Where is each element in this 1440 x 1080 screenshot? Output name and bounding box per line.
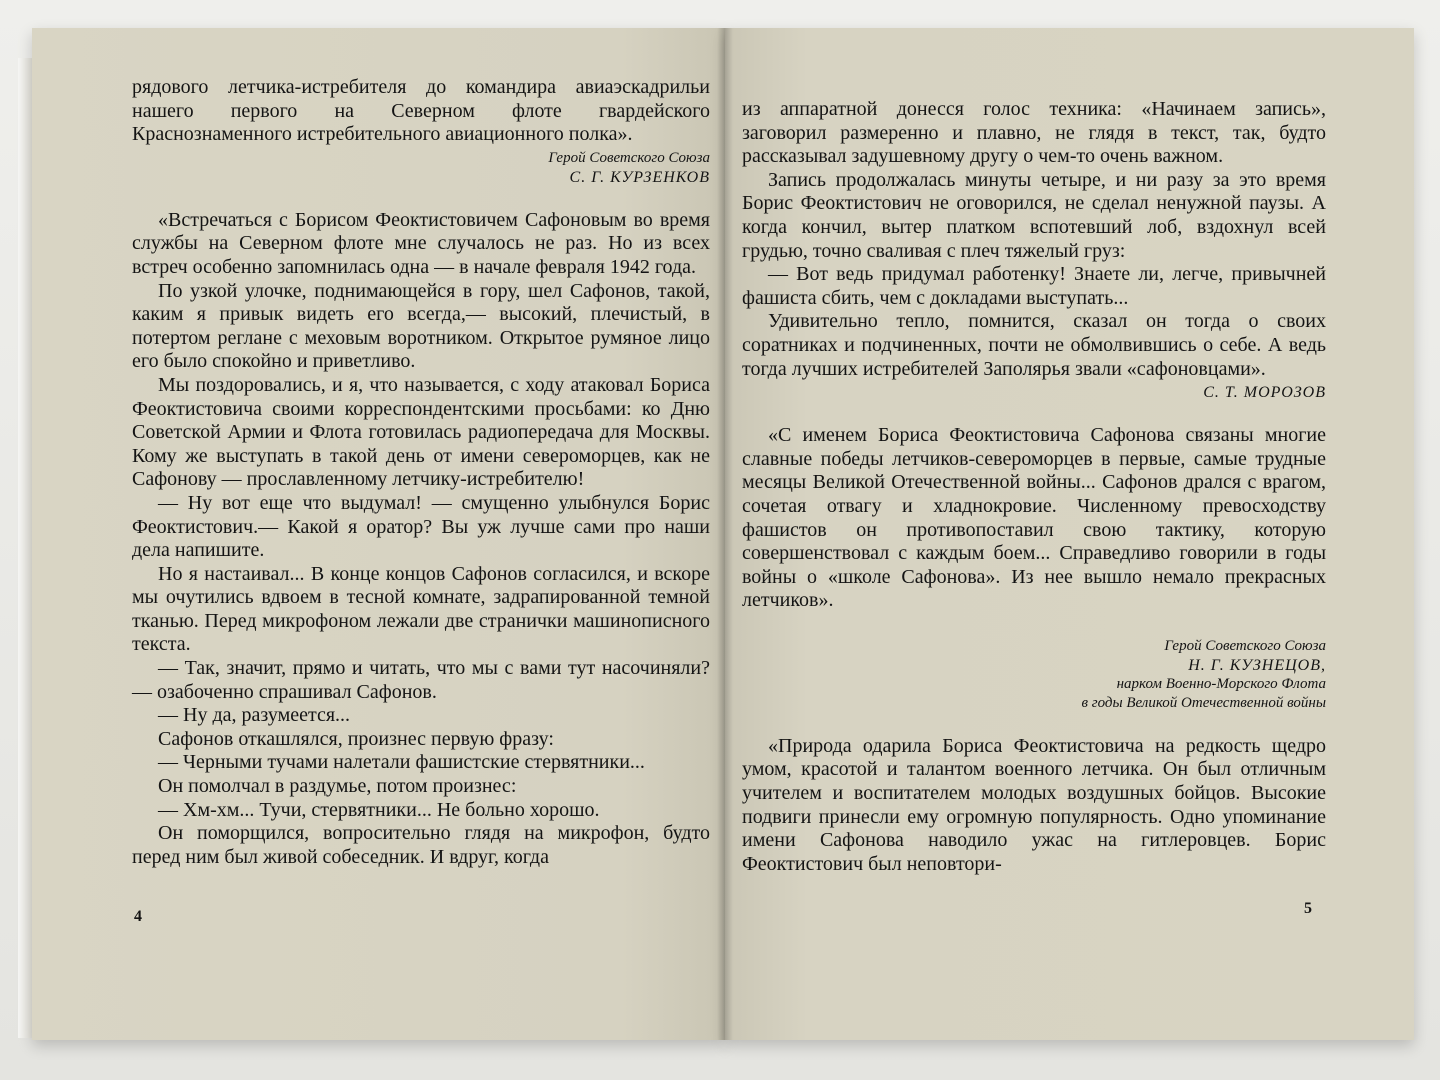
signature-morozov [742,383,1326,402]
paragraph: Удивительно тепло, помнится, сказал он тогда о своих соратниках и подчиненных, почти не обмолвившись о себе. А ведь тогда лучших истребителей Заполярья звали «сафоновцами». [742,310,1326,380]
section-gap [742,402,1326,424]
page-number-left: 4 [134,908,142,925]
paragraph: рядового летчика-истребителя до командира авиаэскадрильи нашего первого на Северном флоте гвардейского Краснознаменного истребительного авиационного полка». [132,76,710,146]
paragraph: — Вот ведь придумал работенку! Знаете ли, легче, привычней фашиста сбить, чем с докладами выступать... [742,263,1326,309]
signature-position: в годы Великой Отечественной войны [1081,694,1326,711]
signature-position: нарком Военно-Морского Флота [1116,675,1326,692]
paragraph: Он помолчал в раздумье, потом произнес: [158,775,517,798]
right-page-text [742,98,1326,876]
section-gap [742,613,1326,635]
paragraph: Сафонов откашлялся, произнес первую фразу: [158,727,554,750]
paragraph: Но я настаивал... В конце концов Сафонов согласился, и вскоре мы очутились вдвоем в тесной комнате, задрапированной темной тканью. Перед микрофоном лежали две странички машинописного текста. [132,562,710,656]
paragraph: — Хм-хм... Тучи, стервятники... Не больно хорошо. [158,798,600,821]
paragraph: — Так, значит, прямо и читать, что мы с вами тут насочиняли? — озабоченно спрашивал Сафонов. [132,657,710,703]
paragraph: — Черными тучами налетали фашистские стервятники... [158,751,645,774]
paragraph: — Ну вот еще что выдумал! — смущенно улыбнулся Борис Феоктистович.— Какой я оратор? Вы уж лучше сами про наши дела напишите. [132,491,710,562]
paragraph: Мы поздоровались, и я, что называется, с ходу атаковал Бориса Феоктистовича своими корреспондентскими просьбами: ко Дню Советской Армии и Флота готовилась радиопередача для Москвы. Кому же выступать в такой день от имени североморцев, как не Сафонову — прославленному летчику-истребителю! [132,373,710,491]
signature-name: С. Г. КУРЗЕНКОВ [569,168,710,186]
left-page-text [132,76,710,869]
section-gap [132,187,710,209]
signature-title: Герой Советского Союза [1164,637,1326,654]
right-page [725,28,1414,1040]
left-page [32,28,725,1040]
signature-name: Н. Г. КУЗНЕЦОВ, [1188,656,1326,674]
signature-title: Герой Советского Союза [548,149,710,166]
paragraph: «С именем Бориса Феоктистовича Сафонова связаны многие славные победы летчиков-североморцев в первые, самые трудные месяцы Великой Отечественной войны... Сафонов дрался с врагом, сочетая отвагу и хладнокровие. Численному превосходству фашистов он противопоставил свою тактику, которую совершенствовал с каждым боем... Справедливо говорили в годы войны о «школе Сафонова». Из нее вышло немало прекрасных летчиков». [742,424,1326,612]
paragraph: «Природа одарила Бориса Феоктистовича на редкость щедро умом, красотой и талантом военного летчика. Он был отличным учителем и воспитателем молодых воздушных бойцов. Высокие подвиги принесли ему огромную популярность. Одно упоминание имени Сафонова наводило ужас на гитлеровцев. Борис Феоктистович был неповтори- [742,734,1326,875]
paragraph: По узкой улочке, поднимающейся в гору, шел Сафонов, такой, каким я привык видеть его всегда,— высокий, плечистый, в потертом реглане с меховым воротником. Открытое румяное лицо его было спокойно и приветливо. [132,279,710,373]
paragraph: — Ну да, разумеется... [158,704,351,727]
open-book [18,28,1416,1040]
paragraph: Запись продолжалась минуты четыре, и ни разу за это время Борис Феоктистович не оговорился, не сделал ненужной паузы. А когда кончил, вытер платком вспотевший лоб, вздохнул всей грудью, точно сваливая с плеч тяжелый груз: [742,168,1326,262]
paragraph: из аппаратной донесся голос техника: «Начинаем запись», заговорил размеренно и плавно, не глядя в текст, так, будто рассказывал задушевному другу о чем-то очень важном. [742,98,1326,168]
book-spine [717,28,733,1040]
section-gap [742,713,1326,735]
signature-kuznetsov [742,637,1326,713]
paragraph: Он поморщился, вопросительно глядя на микрофон, будто перед ним был живой собеседник. И вдруг, когда [132,822,710,868]
page-number-right: 5 [1304,900,1312,917]
signature-kurzenkov [132,149,710,187]
signature-name: С. Т. МОРОЗОВ [1203,384,1326,402]
paragraph: «Встречаться с Борисом Феоктистовичем Сафоновым во время службы на Северном флоте мне случалось не раз. Но из всех встреч особенно запомнилась одна — в начале февраля 1942 года. [132,208,710,278]
